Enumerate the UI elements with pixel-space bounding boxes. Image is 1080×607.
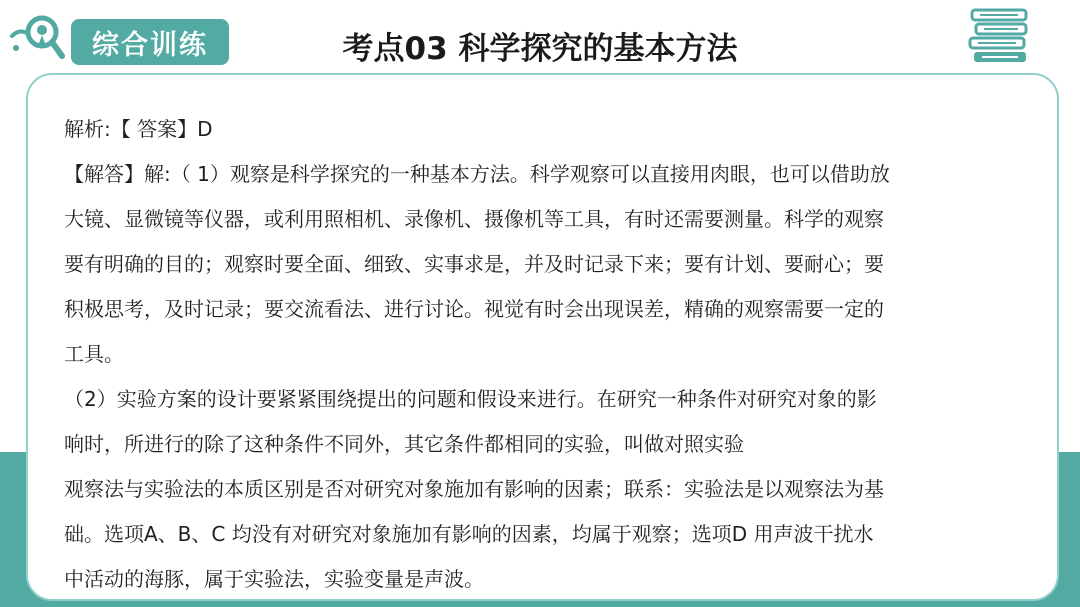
book-stack-icon: [968, 6, 1030, 66]
text-line: 工具。: [64, 342, 124, 366]
magnifier-location-icon: [10, 14, 66, 62]
text-line: 解析:【 答案】D: [64, 117, 213, 141]
text-line: 础。选项A、B、C 均没有对研究对象施加有影响的因素，均属于观察；选项D 用声波干扰水: [64, 522, 874, 546]
section-tag: 综合训练: [71, 19, 229, 65]
text-line: 积极思考，及时记录；要交流看法、进行讨论。视觉有时会出现误差，精确的观察需要一定的: [64, 297, 884, 321]
page-title: 考点03 科学探究的基本方法: [342, 30, 738, 67]
text-line: 大镜、显微镜等仪器，或利用照相机、录像机、摄像机等工具，有时还需要测量。科学的观察: [64, 207, 884, 231]
text-line: 中活动的海豚，属于实验法，实验变量是声波。: [64, 567, 484, 591]
text-line: 观察法与实验法的本质区别是否对研究对象施加有影响的因素；联系：实验法是以观察法为基: [64, 477, 884, 501]
answer-text: [64, 107, 1014, 602]
text-line: （2）实验方案的设计要紧紧围绕提出的问题和假设来进行。在研究一种条件对研究对象的影: [64, 387, 877, 411]
text-line: 【解答】解:（ 1）观察是科学探究的一种基本方法。科学观察可以直接用肉眼，也可以借助放: [64, 162, 890, 186]
text-line: 响时，所进行的除了这种条件不同外，其它条件都相同的实验，叫做对照实验: [64, 432, 744, 456]
text-line: 要有明确的目的；观察时要全面、细致、实事求是，并及时记录下来；要有计划、要耐心；要: [64, 252, 884, 276]
